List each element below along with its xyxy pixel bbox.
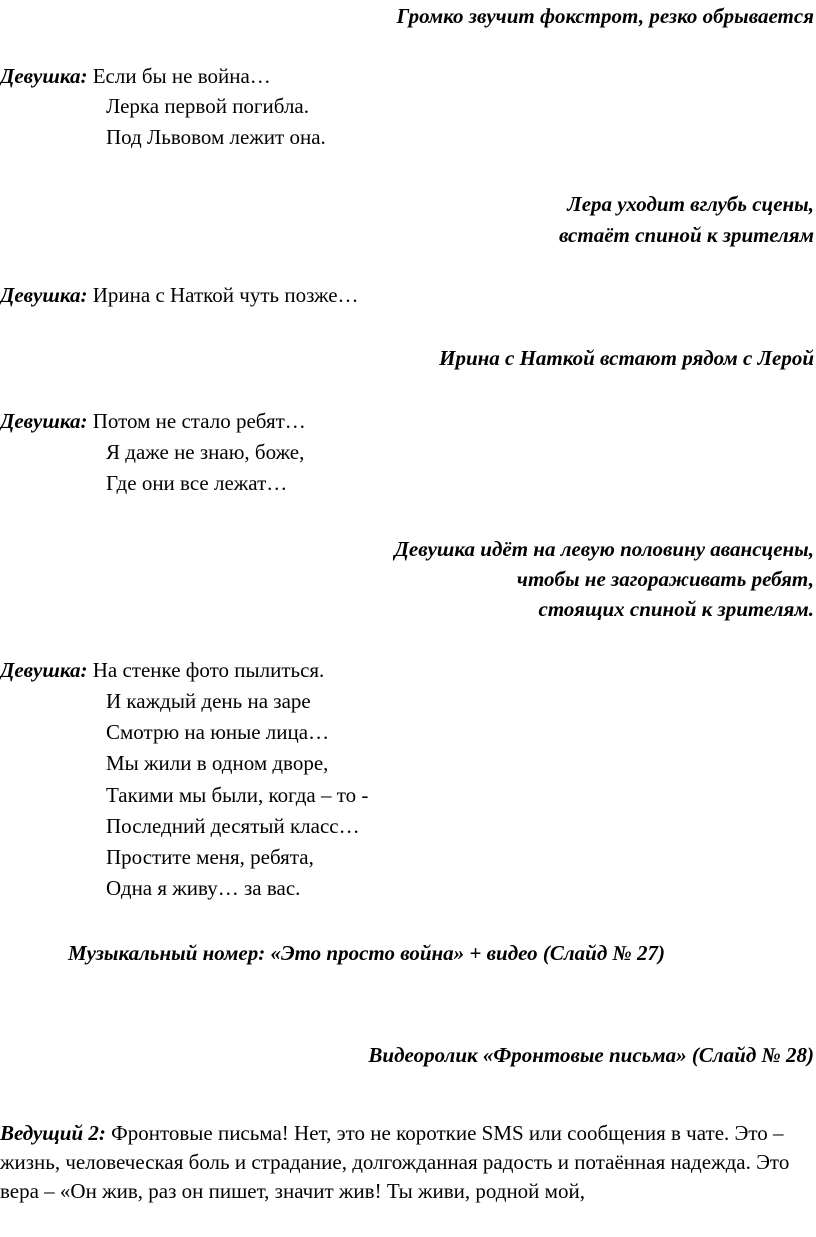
verse-line: Под Львовом лежит она. [106,125,326,149]
speaker-label: Девушка: [0,64,88,88]
music-number-heading: Музыкальный номер: «Это просто война» + видео (Слайд № 27) [68,941,665,965]
verse-line: Если бы не война… [92,64,271,88]
stage-direction-foxtrot: Громко звучит фокстрот, резко обрывается [396,4,814,28]
verse-line: Мы жили в одном дворе, [106,751,329,775]
speaker-label: Девушка: [0,658,88,682]
verse-line: Ирина с Наткой чуть позже… [92,283,359,307]
dialogue-line [0,411,306,432]
stage-direction-line: Девушка идёт на левую половину авансцены, [394,537,814,561]
verse-line: Такими мы были, когда – то - [106,783,369,807]
verse-line: Последний десятый класс… [106,814,360,838]
verse-line: Смотрю на юные лица… [106,720,330,744]
host-paragraph [0,1119,790,1206]
verse-line: На стенке фото пылиться. [92,658,325,682]
verse-line: Я даже не знаю, боже, [106,440,305,464]
speaker-label: Девушка: [0,283,88,307]
dialogue-line [0,66,271,87]
stage-direction-line: Лера уходит вглубь сцены, [567,192,814,216]
verse-line: Одна я живу… за вас. [106,876,301,900]
verse-line: Лерка первой погибла. [106,94,309,118]
speaker-label: Девушка: [0,409,88,433]
verse-line: Простите меня, ребята, [106,845,314,869]
speaker-label: Ведущий 2: [0,1121,106,1145]
verse-line: Потом не стало ребят… [92,409,306,433]
stage-direction-line: чтобы не загораживать ребят, [516,567,814,591]
stage-direction-line: стоящих спиной к зрителям. [538,597,814,621]
host-text: Фронтовые письма! Нет, это не короткие SMS или сообщения в чате. Это – жизнь, человеческая боль и страдание, долгожданная радость и потаённая надежда. Это вера – «Он жив, раз он пишет, значит жив! Ты живи, родной мой, [0,1121,790,1203]
verse-line: И каждый день на заре [106,689,311,713]
stage-direction-line: встаёт спиной к зрителям [558,223,814,247]
verse-line: Где они все лежат… [106,471,288,495]
dialogue-line [0,285,359,306]
video-heading: Видеоролик «Фронтовые письма» (Слайд № 28) [368,1043,814,1067]
stage-direction-line: Ирина с Наткой встают рядом с Лерой [439,346,814,370]
dialogue-line [0,660,324,681]
